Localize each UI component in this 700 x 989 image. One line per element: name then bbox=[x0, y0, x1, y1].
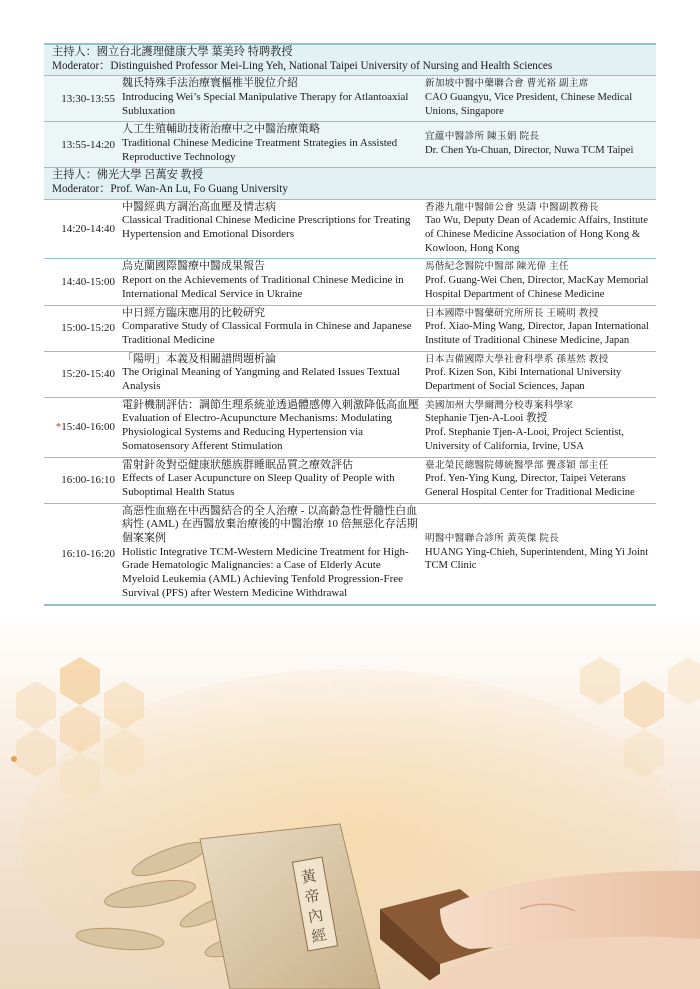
moderator-name-zh: 主持人：國立台北護理健康大學 葉美玲 特聘教授 bbox=[52, 46, 293, 58]
speaker-affiliation-zh: 日本吉備國際大學社會科學系 孫基然 教授 bbox=[425, 353, 609, 365]
session-topic-en: The Original Meaning of Yangming and Related Issues Textual Analysis bbox=[122, 366, 400, 393]
session-topic-en: Introducing Wei’s Special Manipulative Therapy for Atlantoaxial Subluxation bbox=[122, 90, 409, 117]
moderator-name-en: Moderator：Distinguished Professor Mei-Ling Yeh, National Taipei University of Nursing and Health Sciences bbox=[52, 59, 553, 72]
session-time: 14:40-15:00 bbox=[61, 275, 115, 288]
session-row bbox=[44, 306, 656, 352]
session-speaker bbox=[421, 352, 656, 397]
speaker-affiliation-en: Prof. Yen-Ying Kung, Director, Taipei Veterans General Hospital Center for Traditional Medicine bbox=[425, 473, 635, 498]
session-topic-zh: 人工生殖輔助技術治療中之中醫治療策略 bbox=[122, 123, 320, 136]
speaker-affiliation-en: Prof. Kizen Son, Kibi International University Department of Social Sciences, Japan bbox=[425, 367, 622, 393]
session-speaker bbox=[421, 458, 656, 503]
asterisk-mark: * bbox=[55, 421, 62, 434]
session-topic-zh: 中醫經典方調治高血壓及情志病 bbox=[122, 200, 276, 213]
speaker-affiliation-en: Prof. Stephanie Tjen-A-Looi, Project Scientist, University of California, Irvine, USA bbox=[425, 427, 624, 452]
session-speaker bbox=[421, 76, 656, 121]
svg-text:帝: 帝 bbox=[303, 886, 322, 907]
session-row bbox=[44, 122, 656, 168]
decorative-illustration bbox=[0, 609, 700, 989]
session-speaker bbox=[421, 259, 656, 304]
session-speaker bbox=[421, 398, 656, 457]
session-topic-zh: 雷射針灸對亞健康狀態族群睡眠品質之療效評估 bbox=[122, 458, 353, 471]
session-time: 16:00-16:10 bbox=[61, 474, 115, 487]
svg-text:內: 內 bbox=[306, 905, 325, 927]
session-topic-zh: 電針機制評估：調節生理系統並透過體感傳入刺激降低高血壓 bbox=[122, 398, 419, 411]
session-row bbox=[44, 398, 656, 458]
session-row bbox=[44, 200, 656, 260]
speaker-affiliation-en: Prof. Xiao-Ming Wang, Director, Japan International Institute of Traditional Chinese Medicine, Japan bbox=[425, 321, 649, 346]
session-topic bbox=[118, 352, 421, 397]
session-topic bbox=[118, 76, 421, 121]
session-speaker bbox=[421, 504, 656, 604]
session-topic-en: Report on the Achievements of Traditional Chinese Medicine in International Medical Service in Ukraine bbox=[122, 274, 404, 300]
session-topic-zh: 中日經方臨床應用的比較研究 bbox=[122, 306, 265, 319]
session-row bbox=[44, 352, 656, 398]
session-time bbox=[44, 398, 118, 457]
session-speaker bbox=[421, 306, 656, 351]
session-topic bbox=[118, 458, 421, 503]
session-time: 15:20-15:40 bbox=[61, 368, 115, 381]
schedule-table bbox=[44, 43, 656, 606]
session-topic-zh: 烏克蘭國際醫療中醫成果報告 bbox=[122, 260, 265, 273]
session-time: 13:30-13:55 bbox=[61, 92, 115, 105]
session-time-text: 15:40-16:00 bbox=[61, 421, 115, 434]
speaker-name-line: Stephanie Tjen-A-Looi 教授 bbox=[425, 413, 548, 425]
moderator-name-en: Moderator：Prof. Wan-An Lu, Fo Guang University bbox=[52, 183, 288, 195]
moderator-band bbox=[44, 168, 656, 199]
session-time: 15:00-15:20 bbox=[61, 322, 115, 335]
speaker-affiliation-zh: 美國加州大學爾灣分校專案科學家 bbox=[425, 399, 574, 411]
session-speaker bbox=[421, 122, 656, 167]
session-topic-zh: 「陽明」本義及相關譜問題析論 bbox=[122, 352, 276, 365]
speaker-affiliation-en: Tao Wu, Deputy Dean of Academic Affairs, Institute of Chinese Medicine Association of Hong Kong & Kowloon, Hong Kong bbox=[425, 215, 648, 254]
speaker-affiliation-en: CAO Guangyu, Vice President, Chinese Medical Unions, Singapore bbox=[425, 91, 633, 117]
speaker-affiliation-zh: 新加坡中醫中藥聯合會 曹光裕 副主席 bbox=[425, 78, 589, 90]
speaker-affiliation-zh: 香港九龍中醫師公會 吳濤 中醫副教務長 bbox=[425, 201, 599, 213]
session-topic bbox=[118, 398, 421, 457]
speaker-affiliation-zh: 日本國際中醫藥研究所所長 王曉明 教授 bbox=[425, 307, 599, 319]
session-topic-zh: 高惡性血癌在中西醫結合的全人治療 - 以高齡急性骨髓性白血病性 (AML) 在西醫放棄治療後的中醫治療 10 倍無惡化存活期個案案例 bbox=[122, 504, 418, 545]
session-time: 16:10-16:20 bbox=[61, 547, 115, 560]
session-row bbox=[44, 504, 656, 604]
session-topic-zh: 魏氏特殊手法治療寰樞椎半脫位介紹 bbox=[122, 77, 298, 90]
session-topic bbox=[118, 122, 421, 167]
speaker-affiliation-zh: 明醫中醫聯合診所 黃英傑 院長 bbox=[425, 533, 560, 545]
session-row bbox=[44, 458, 656, 504]
session-time: 13:55-14:20 bbox=[61, 138, 115, 151]
session-topic bbox=[118, 306, 421, 351]
speaker-affiliation-zh: 宜蘊中醫診所 陳玉娟 院長 bbox=[425, 131, 540, 143]
speaker-affiliation-en: HUANG Ying-Chieh, Superintendent, Ming Yi Joint TCM Clinic bbox=[425, 546, 649, 572]
session-topic-en: Evaluation of Electro-Acupuncture Mechanisms: Modulating Physiological Systems and Reducing Hypertension via Somatosensory Afferent Stimulation bbox=[122, 412, 393, 452]
session-topic-en: Holistic Integrative TCM-Western Medicine Treatment for High-Grade Hematologic Malignancies: a Case of Elderly Acute Myeloid Leukemia (AML) Achieving Tenfold Progression-Free Survival (PFS) after Western Medicine Withdrawal bbox=[122, 545, 409, 599]
session-row bbox=[44, 76, 656, 122]
moderator-band bbox=[44, 45, 656, 76]
session-topic bbox=[118, 200, 421, 259]
svg-text:黃: 黃 bbox=[299, 866, 318, 887]
speaker-affiliation-zh: 臺北榮民總醫院傳統醫學部 龔彥穎 部主任 bbox=[425, 459, 609, 471]
session-topic-en: Effects of Laser Acupuncture on Sleep Quality of People with Suboptimal Health Status bbox=[122, 472, 395, 498]
speaker-affiliation-en: Prof. Guang-Wei Chen, Director, MacKay Memorial Hospital Department of Chinese Medicine bbox=[425, 275, 649, 300]
moderator-name-zh: 主持人：佛光大學 呂萬安 教授 bbox=[52, 169, 204, 182]
session-topic-en: Traditional Chinese Medicine Treatment Strategies in Assisted Reproductive Technology bbox=[122, 137, 398, 163]
session-row bbox=[44, 259, 656, 305]
session-topic-en: Comparative Study of Classical Formula in Chinese and Japanese Traditional Medicine bbox=[122, 320, 412, 346]
session-topic bbox=[118, 259, 421, 304]
session-topic bbox=[118, 504, 421, 604]
svg-text:經: 經 bbox=[310, 925, 329, 946]
speaker-affiliation-en: Dr. Chen Yu-Chuan, Director, Nuwa TCM Taipei bbox=[425, 144, 634, 156]
session-topic-en: Classical Traditional Chinese Medicine Prescriptions for Treating Hypertension and Emotional Disorders bbox=[122, 214, 411, 240]
speaker-affiliation-zh: 馬偕紀念醫院中醫部 陳光偉 主任 bbox=[425, 261, 569, 273]
session-time: 14:20-14:40 bbox=[61, 223, 115, 235]
session-speaker bbox=[421, 200, 656, 259]
